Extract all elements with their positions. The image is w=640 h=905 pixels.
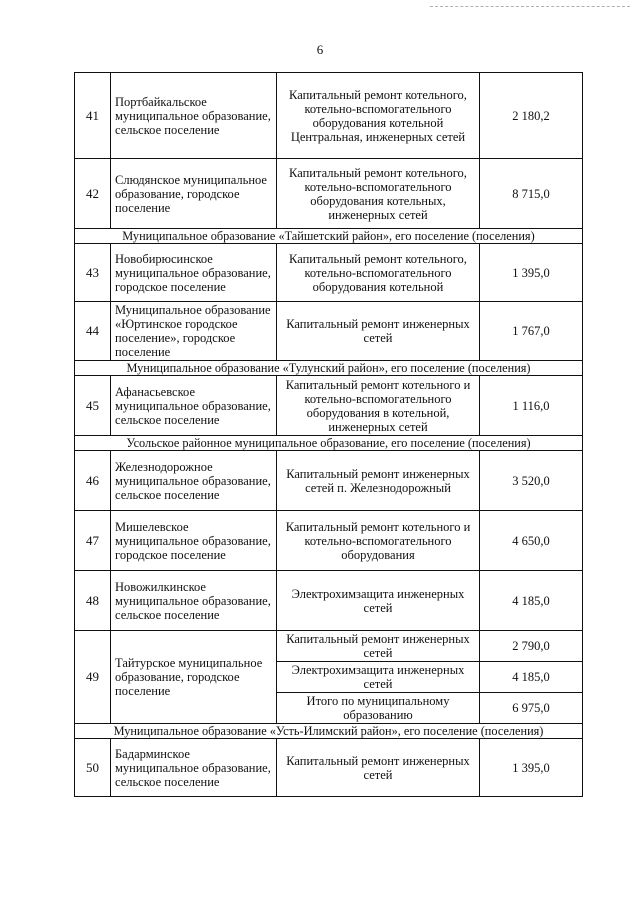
municipality-name: Слюдянское муниципальное образование, городское поселение — [111, 159, 277, 229]
table-row — [75, 739, 583, 797]
subtotal-label: Итого по муниципальному образованию — [277, 693, 480, 724]
municipality-name: Новобирюсинское муниципальное образование, городское поселение — [111, 244, 277, 302]
section-header-row — [75, 229, 583, 244]
amount: 8 715,0 — [480, 159, 583, 229]
table-row — [75, 159, 583, 229]
scan-artifact-line — [430, 6, 630, 7]
work-description: Электрохимзащита инженерных сетей — [277, 662, 480, 693]
work-description: Капитальный ремонт котельного и котельно-вспомогательного оборудования — [277, 511, 480, 571]
table-row — [75, 376, 583, 436]
municipality-name: Бадарминское муниципальное образование, сельское поселение — [111, 739, 277, 797]
municipality-name: Портбайкальское муниципальное образование, сельское поселение — [111, 73, 277, 159]
section-header: Муниципальное образование «Усть-Илимский район», его поселение (поселения) — [75, 724, 583, 739]
amount: 4 650,0 — [480, 511, 583, 571]
work-description: Капитальный ремонт инженерных сетей — [277, 631, 480, 662]
row-number: 42 — [75, 159, 111, 229]
table-row — [75, 571, 583, 631]
section-header: Муниципальное образование «Тайшетский район», его поселение (поселения) — [75, 229, 583, 244]
amount: 4 185,0 — [480, 662, 583, 693]
row-number: 45 — [75, 376, 111, 436]
table-row — [75, 631, 583, 662]
amount: 4 185,0 — [480, 571, 583, 631]
row-number: 46 — [75, 451, 111, 511]
row-number: 48 — [75, 571, 111, 631]
municipal-works-table — [74, 72, 583, 797]
amount: 1 395,0 — [480, 739, 583, 797]
work-description: Электрохимзащита инженерных сетей — [277, 571, 480, 631]
row-number: 41 — [75, 73, 111, 159]
work-description: Капитальный ремонт котельного и котельно-вспомогательного оборудования в котельной, инженерных сетей — [277, 376, 480, 436]
amount: 3 520,0 — [480, 451, 583, 511]
municipality-name: Муниципальное образование «Юртинское городское поселение», городское поселение — [111, 302, 277, 361]
page-number: 6 — [316, 42, 324, 57]
row-number: 44 — [75, 302, 111, 361]
subtotal-amount: 6 975,0 — [480, 693, 583, 724]
work-description: Капитальный ремонт инженерных сетей — [277, 739, 480, 797]
municipality-name: Мишелевское муниципальное образование, городское поселение — [111, 511, 277, 571]
amount: 2 180,2 — [480, 73, 583, 159]
section-header-row — [75, 361, 583, 376]
municipality-name: Афанасьевское муниципальное образование, сельское поселение — [111, 376, 277, 436]
amount: 1 395,0 — [480, 244, 583, 302]
table-row — [75, 451, 583, 511]
section-header: Муниципальное образование «Тулунский район», его поселение (поселения) — [75, 361, 583, 376]
work-description: Капитальный ремонт котельного, котельно-вспомогательного оборудования котельных, инженерных сетей — [277, 159, 480, 229]
amount: 2 790,0 — [480, 631, 583, 662]
amount: 1 116,0 — [480, 376, 583, 436]
row-number: 50 — [75, 739, 111, 797]
table-row — [75, 511, 583, 571]
work-description: Капитальный ремонт инженерных сетей п. Железнодорожный — [277, 451, 480, 511]
municipality-name: Железнодорожное муниципальное образование, сельское поселение — [111, 451, 277, 511]
section-header-row — [75, 724, 583, 739]
table-row — [75, 73, 583, 159]
amount: 1 767,0 — [480, 302, 583, 361]
work-description: Капитальный ремонт инженерных сетей — [277, 302, 480, 361]
table-row — [75, 302, 583, 361]
row-number: 49 — [75, 631, 111, 724]
section-header-row — [75, 436, 583, 451]
municipality-name: Тайтурское муниципальное образование, городское поселение — [111, 631, 277, 724]
table-row — [75, 244, 583, 302]
row-number: 47 — [75, 511, 111, 571]
row-number: 43 — [75, 244, 111, 302]
section-header: Усольское районное муниципальное образование, его поселение (поселения) — [75, 436, 583, 451]
work-description: Капитальный ремонт котельного, котельно-вспомогательного оборудования котельной — [277, 244, 480, 302]
work-description: Капитальный ремонт котельного, котельно-вспомогательного оборудования котельной Центральная, инженерных сетей — [277, 73, 480, 159]
municipality-name: Новожилкинское муниципальное образование, сельское поселение — [111, 571, 277, 631]
